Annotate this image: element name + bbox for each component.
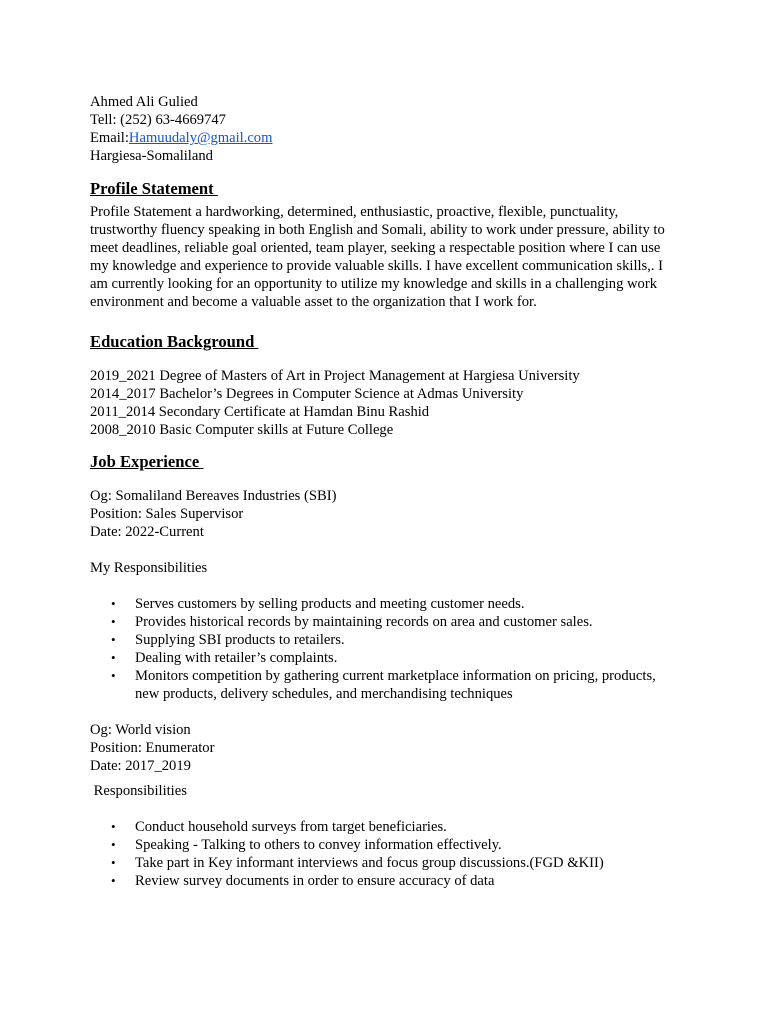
job-position: Position: Sales Supervisor [90, 506, 244, 522]
responsibilities-list [90, 818, 680, 890]
education-heading: Education Background [90, 332, 259, 351]
list-item [90, 854, 680, 872]
job-entry [90, 721, 680, 890]
email-label: Email: [90, 130, 129, 146]
phone-number: Tell: (252) 63-4669747 [90, 112, 226, 128]
bullet-icon: • [111, 837, 116, 852]
list-item [90, 667, 680, 703]
responsibilities-label: Responsibilities [90, 783, 187, 799]
responsibility-text: Speaking - Talking to others to convey information effectively. [135, 837, 502, 853]
responsibility-text: Take part in Key informant interviews and focus group discussions.(FGD &KII) [135, 855, 604, 871]
list-item [90, 872, 680, 890]
job-entry [90, 487, 680, 703]
education-item: 2008_2010 Basic Computer skills at Future College [90, 422, 394, 438]
list-item [90, 836, 680, 854]
bullet-icon: • [111, 873, 116, 888]
list-item [90, 613, 680, 631]
bullet-icon: • [111, 668, 116, 683]
job-position: Position: Enumerator [90, 740, 215, 756]
responsibility-text: Supplying SBI products to retailers. [135, 632, 345, 648]
job-org: Og: Somaliland Bereaves Industries (SBI) [90, 488, 337, 504]
job-date: Date: 2022-Current [90, 524, 204, 540]
bullet-icon: • [111, 614, 116, 629]
responsibility-text: Monitors competition by gathering current marketplace information on pricing, products, new products, delivery schedules, and merchandising techniques [135, 668, 656, 702]
bullet-icon: • [111, 819, 116, 834]
education-item: 2019_2021 Degree of Masters of Art in Project Management at Hargiesa University [90, 368, 580, 384]
responsibility-text: Review survey documents in order to ensure accuracy of data [135, 873, 495, 889]
email-link[interactable]: Hamuudaly@gmail.com [128, 130, 273, 146]
responsibility-text: Conduct household surveys from target beneficiaries. [135, 819, 447, 835]
bullet-icon: • [111, 855, 116, 870]
list-item [90, 649, 680, 667]
list-item [90, 818, 680, 836]
contact-block [90, 93, 680, 165]
list-item [90, 595, 680, 613]
responsibilities-list [90, 595, 680, 703]
location: Hargiesa-Somaliland [90, 148, 213, 164]
responsibility-text: Serves customers by selling products and meeting customer needs. [135, 596, 525, 612]
bullet-icon: • [111, 596, 116, 611]
bullet-icon: • [111, 650, 116, 665]
list-item [90, 631, 680, 649]
resume-page [90, 93, 680, 890]
job-org: Og: World vision [90, 722, 191, 738]
bullet-icon: • [111, 632, 116, 647]
profile-heading: Profile Statement [90, 179, 218, 198]
email-line [90, 129, 680, 147]
responsibility-text: Provides historical records by maintaining records on area and customer sales. [135, 614, 593, 630]
profile-text: Profile Statement a hardworking, determined, enthusiastic, proactive, flexible, punctuality, trustworthy fluency speaking in both English and Somali, ability to work under pressure, ability to meet deadlines, reliable goal oriented, team player, seeking a respectable position where I can use my knowledge and experience to provide valuable skills. I have excellent communication skills,. I am currently looking for an opportunity to utilize my knowledge and skills in a challenging work environment and become a valuable asset to the organization that I work for. [90, 204, 665, 310]
job-date: Date: 2017_2019 [90, 758, 191, 774]
education-list [90, 367, 680, 439]
education-item: 2014_2017 Bachelor’s Degrees in Computer Science at Admas University [90, 386, 524, 402]
education-item: 2011_2014 Secondary Certificate at Hamdan Binu Rashid [90, 404, 430, 420]
responsibilities-label: My Responsibilities [90, 560, 208, 576]
applicant-name: Ahmed Ali Gulied [90, 94, 198, 110]
responsibility-text: Dealing with retailer’s complaints. [135, 650, 338, 666]
experience-heading: Job Experience [90, 452, 204, 471]
